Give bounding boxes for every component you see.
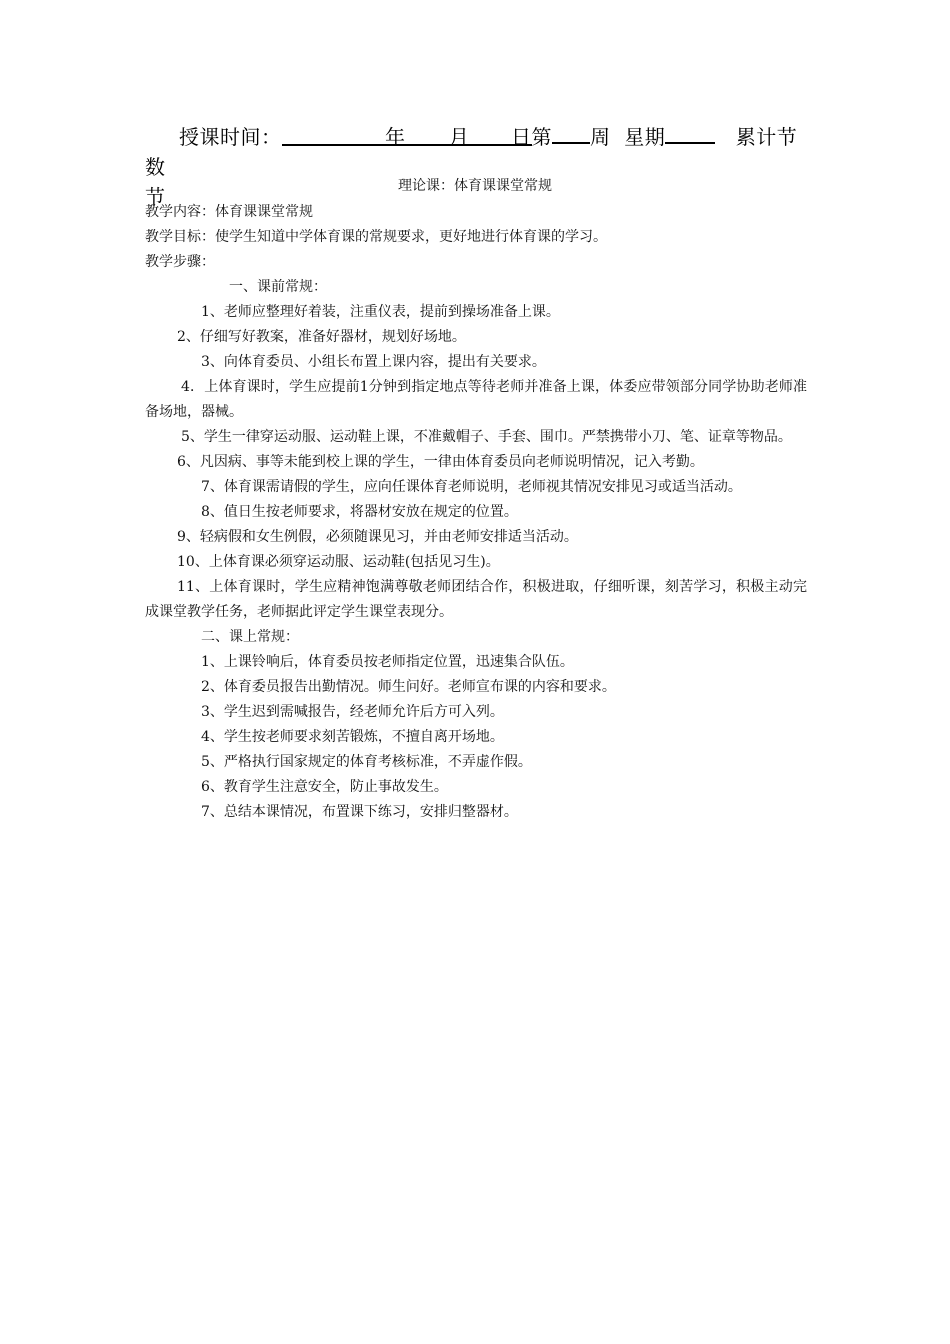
list-item: 5、严格执行国家规定的体育考核标准，不弄虚作假。 [201, 754, 532, 770]
year-label: 年 [385, 125, 406, 149]
weekday-label: 星期 [624, 125, 666, 149]
list-item: 5、学生一律穿运动服、运动鞋上课，不准戴帽子、手套、围巾。严禁携带小刀、笔、证章等物品。 [181, 429, 792, 445]
section2-heading: 二、课上常规： [201, 629, 299, 645]
list-item: 2、体育委员报告出勤情况。师生问好。老师宣布课的内容和要求。 [201, 679, 616, 695]
section1-heading: 一、课前常规： [229, 279, 327, 295]
list-item: 3、学生迟到需喊报告，经老师允许后方可入列。 [201, 704, 504, 720]
di-label: 第 [531, 125, 552, 149]
list-item: 7、总结本课情况，布置课下练习，安排归整器材。 [201, 804, 518, 820]
class-time-label: 授课时间： [179, 125, 282, 149]
jie-label: 节 [145, 185, 166, 209]
content-line: 教学内容：体育课课堂常规 [145, 204, 313, 220]
list-item: 7、体育课需请假的学生，应向任课体育老师说明，老师视其情况安排见习或适当活动。 [201, 479, 742, 495]
list-item: 3、向体育委员、小组长布置上课内容，提出有关要求。 [201, 354, 546, 370]
month-blank [406, 122, 470, 149]
steps-label: 教学步骤： [145, 254, 215, 270]
list-item: 9、轻病假和女生例假，必须随课见习，并由老师安排适当活动。 [177, 529, 578, 545]
weekday-blank [665, 120, 715, 144]
list-item: 10、上体育课必须穿运动服、运动鞋(包括见习生)。 [177, 554, 500, 570]
goal-line: 教学目标：使学生知道中学体育课的常规要求，更好地进行体育课的学习。 [145, 229, 607, 245]
list-item: 4．上体育课时，学生应提前1分钟到指定地点等待老师并准备上课，体委应带领部分同学协助老师准备场地，器械。 [145, 379, 807, 420]
header-line-1 [145, 120, 815, 182]
list-item: 1、上课铃响后，体育委员按老师指定位置，迅速集合队伍。 [201, 654, 574, 670]
week-blank [552, 120, 590, 144]
year-blank [282, 122, 406, 149]
cumulative-label: 累计节数 [145, 125, 798, 179]
lesson-body [145, 200, 807, 825]
list-item: 11、上体育课时，学生应精神饱满尊敬老师团结合作，积极进取，仔细听课，刻苦学习，积极主动完成课堂教学任务，老师据此评定学生课堂表现分。 [145, 579, 807, 620]
page-title: 理论课：体育课课堂常规 [398, 178, 552, 194]
list-item: 8、值日生按老师要求，将器材安放在规定的位置。 [201, 504, 518, 520]
day-blank [470, 122, 532, 149]
list-item: 6、凡因病、事等未能到校上课的学生，一律由体育委员向老师说明情况，记入考勤。 [177, 454, 704, 470]
list-item: 6、教育学生注意安全，防止事故发生。 [201, 779, 448, 795]
list-item: 1、老师应整理好着装，注重仪表，提前到操场准备上课。 [201, 304, 560, 320]
class-time-header [145, 120, 815, 212]
month-label: 月 [449, 125, 470, 149]
list-item: 2、仔细写好教案，准备好器材，规划好场地。 [177, 329, 466, 345]
day-label: 日 [511, 125, 532, 149]
list-item: 4、学生按老师要求刻苦锻炼，不擅自离开场地。 [201, 729, 504, 745]
week-label: 周 [590, 125, 611, 149]
